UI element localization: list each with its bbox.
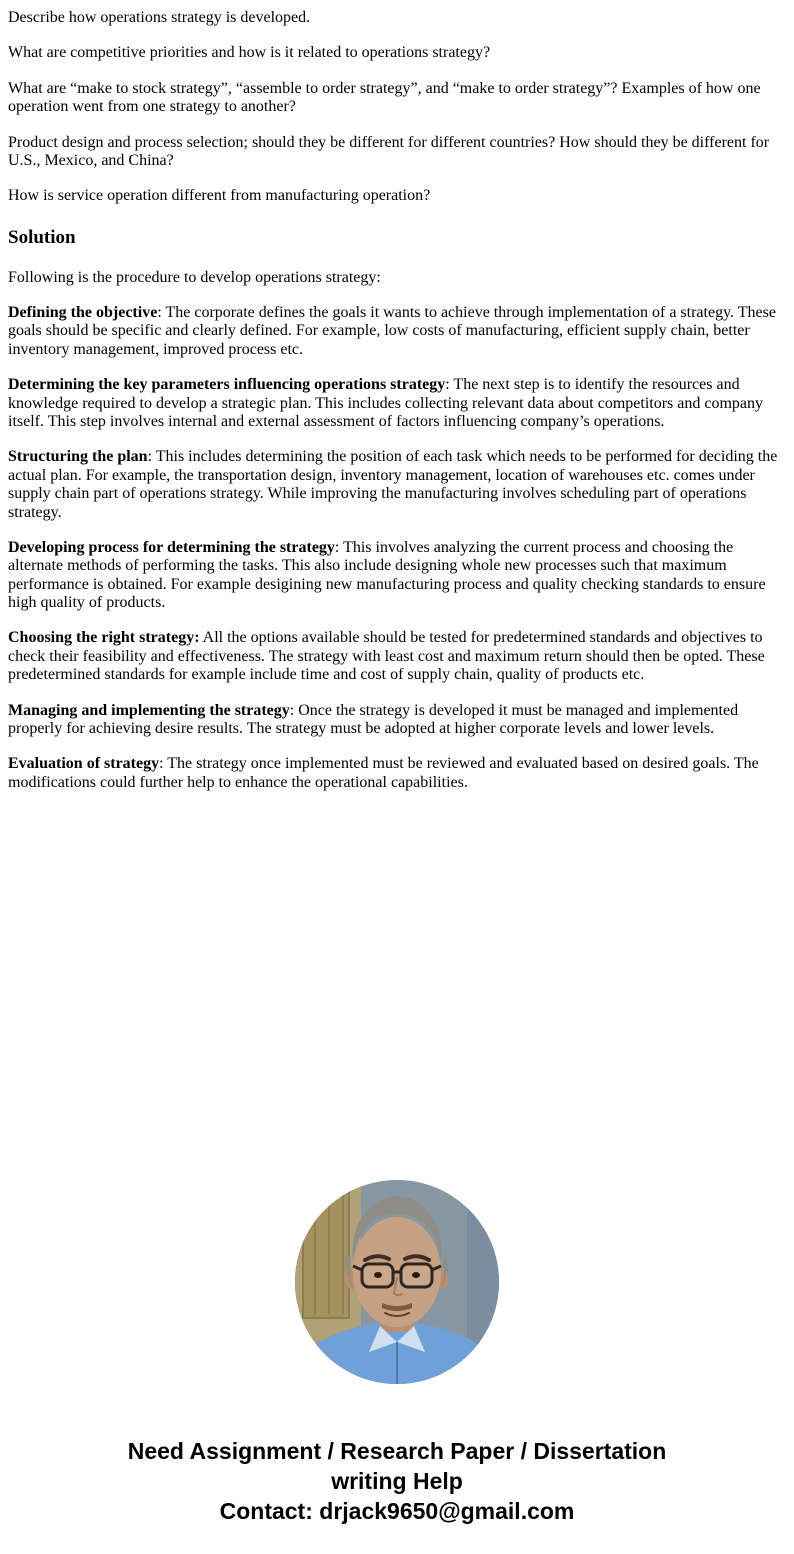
question-paragraph: What are “make to stock strategy”, “assemble to order strategy”, and “make to order strategy”? Examples of how one operation went from one strategy to another?: [8, 79, 761, 116]
solution-step: [8, 376, 786, 431]
solution-step: [8, 304, 786, 359]
step-title: Choosing the right strategy:: [8, 629, 200, 647]
step-text: : The next step is to identify the resources and knowledge required to develop a strategic plan. This includes collecting relevant data about competitors and company itself. This step involves internal and external assessment of factors influencing company’s operations.: [8, 376, 764, 430]
step-title: Managing and implementing the strategy: [8, 701, 290, 719]
step-title: Developing process for determining the strategy: [8, 538, 335, 556]
step-text: : This involves analyzing the current process and choosing the alternate methods of performing the tasks. This also include designing whole new processes such that maximum performance is obtained. For example desigining new manufacturing process and quality checking standards to ensure high quality of products.: [8, 538, 766, 612]
step-title: Determining the key parameters influencing operations strategy: [8, 376, 446, 394]
question-paragraph: Product design and process selection; should they be different for different countries? How should they be different for U.S., Mexico, and China?: [8, 133, 770, 169]
person-avatar-illustration: [295, 1180, 499, 1384]
footer-line: writing Help: [331, 1468, 463, 1495]
solution-step: [8, 539, 786, 613]
curtain-strip: [467, 1180, 499, 1384]
step-title: Structuring the plan: [8, 448, 148, 466]
solution-step: [8, 755, 786, 792]
document-body: [8, 9, 786, 792]
footer-line: Need Assignment / Research Paper / Dissertation: [127, 1438, 667, 1465]
step-title: Evaluation of strategy: [8, 755, 160, 773]
step-text: : Once the strategy is developed it must be managed and implemented properly for achieving desire results. The strategy must be adopted at higher corporate levels and lower levels.: [8, 701, 739, 738]
step-text: : The strategy once implemented must be reviewed and evaluated based on desired goals. The modifications could further help to enhance the operational capabilities.: [8, 755, 759, 791]
avatar: [295, 1180, 499, 1384]
question-paragraph: Describe how operations strategy is developed.: [8, 9, 311, 26]
solution-heading: Solution: [8, 226, 76, 248]
solution-step: [8, 629, 786, 684]
step-text: All the options available should be tested for predetermined standards and objectives to check their feasibility and effectiveness. The strategy with least cost and maximum return should then be opted. These predetermined standards for example include time and cost of supply chain, quality of products etc.: [8, 629, 765, 684]
step-title: Defining the objective: [8, 304, 158, 322]
solution-intro: Following is the procedure to develop operations strategy:: [8, 268, 381, 286]
eye: [412, 1272, 420, 1278]
step-text: : The corporate defines the goals it wants to achieve through implementation of a strategy. These goals should be specific and clearly defined. For example, low costs of manufacturing, efficient supply chain, better inventory management, improved process etc.: [8, 304, 776, 358]
solution-step: [8, 702, 786, 739]
question-paragraph: What are competitive priorities and how is it related to operations strategy?: [8, 44, 491, 62]
footer-contact-email: Contact: drjack9650@gmail.com: [219, 1498, 575, 1525]
question-paragraph: How is service operation different from manufacturing operation?: [8, 187, 431, 205]
footer-banner: [8, 1436, 786, 1554]
step-text: : This includes determining the position of each task which needs to be performed for deciding the actual plan. For example, the transportation design, inventory management, location of warehouses etc. comes under supply chain part of operations strategy. While improving the manufacturing involves scheduling part of operations strategy.: [8, 448, 778, 521]
eye: [374, 1272, 382, 1278]
solution-step: [8, 448, 786, 522]
